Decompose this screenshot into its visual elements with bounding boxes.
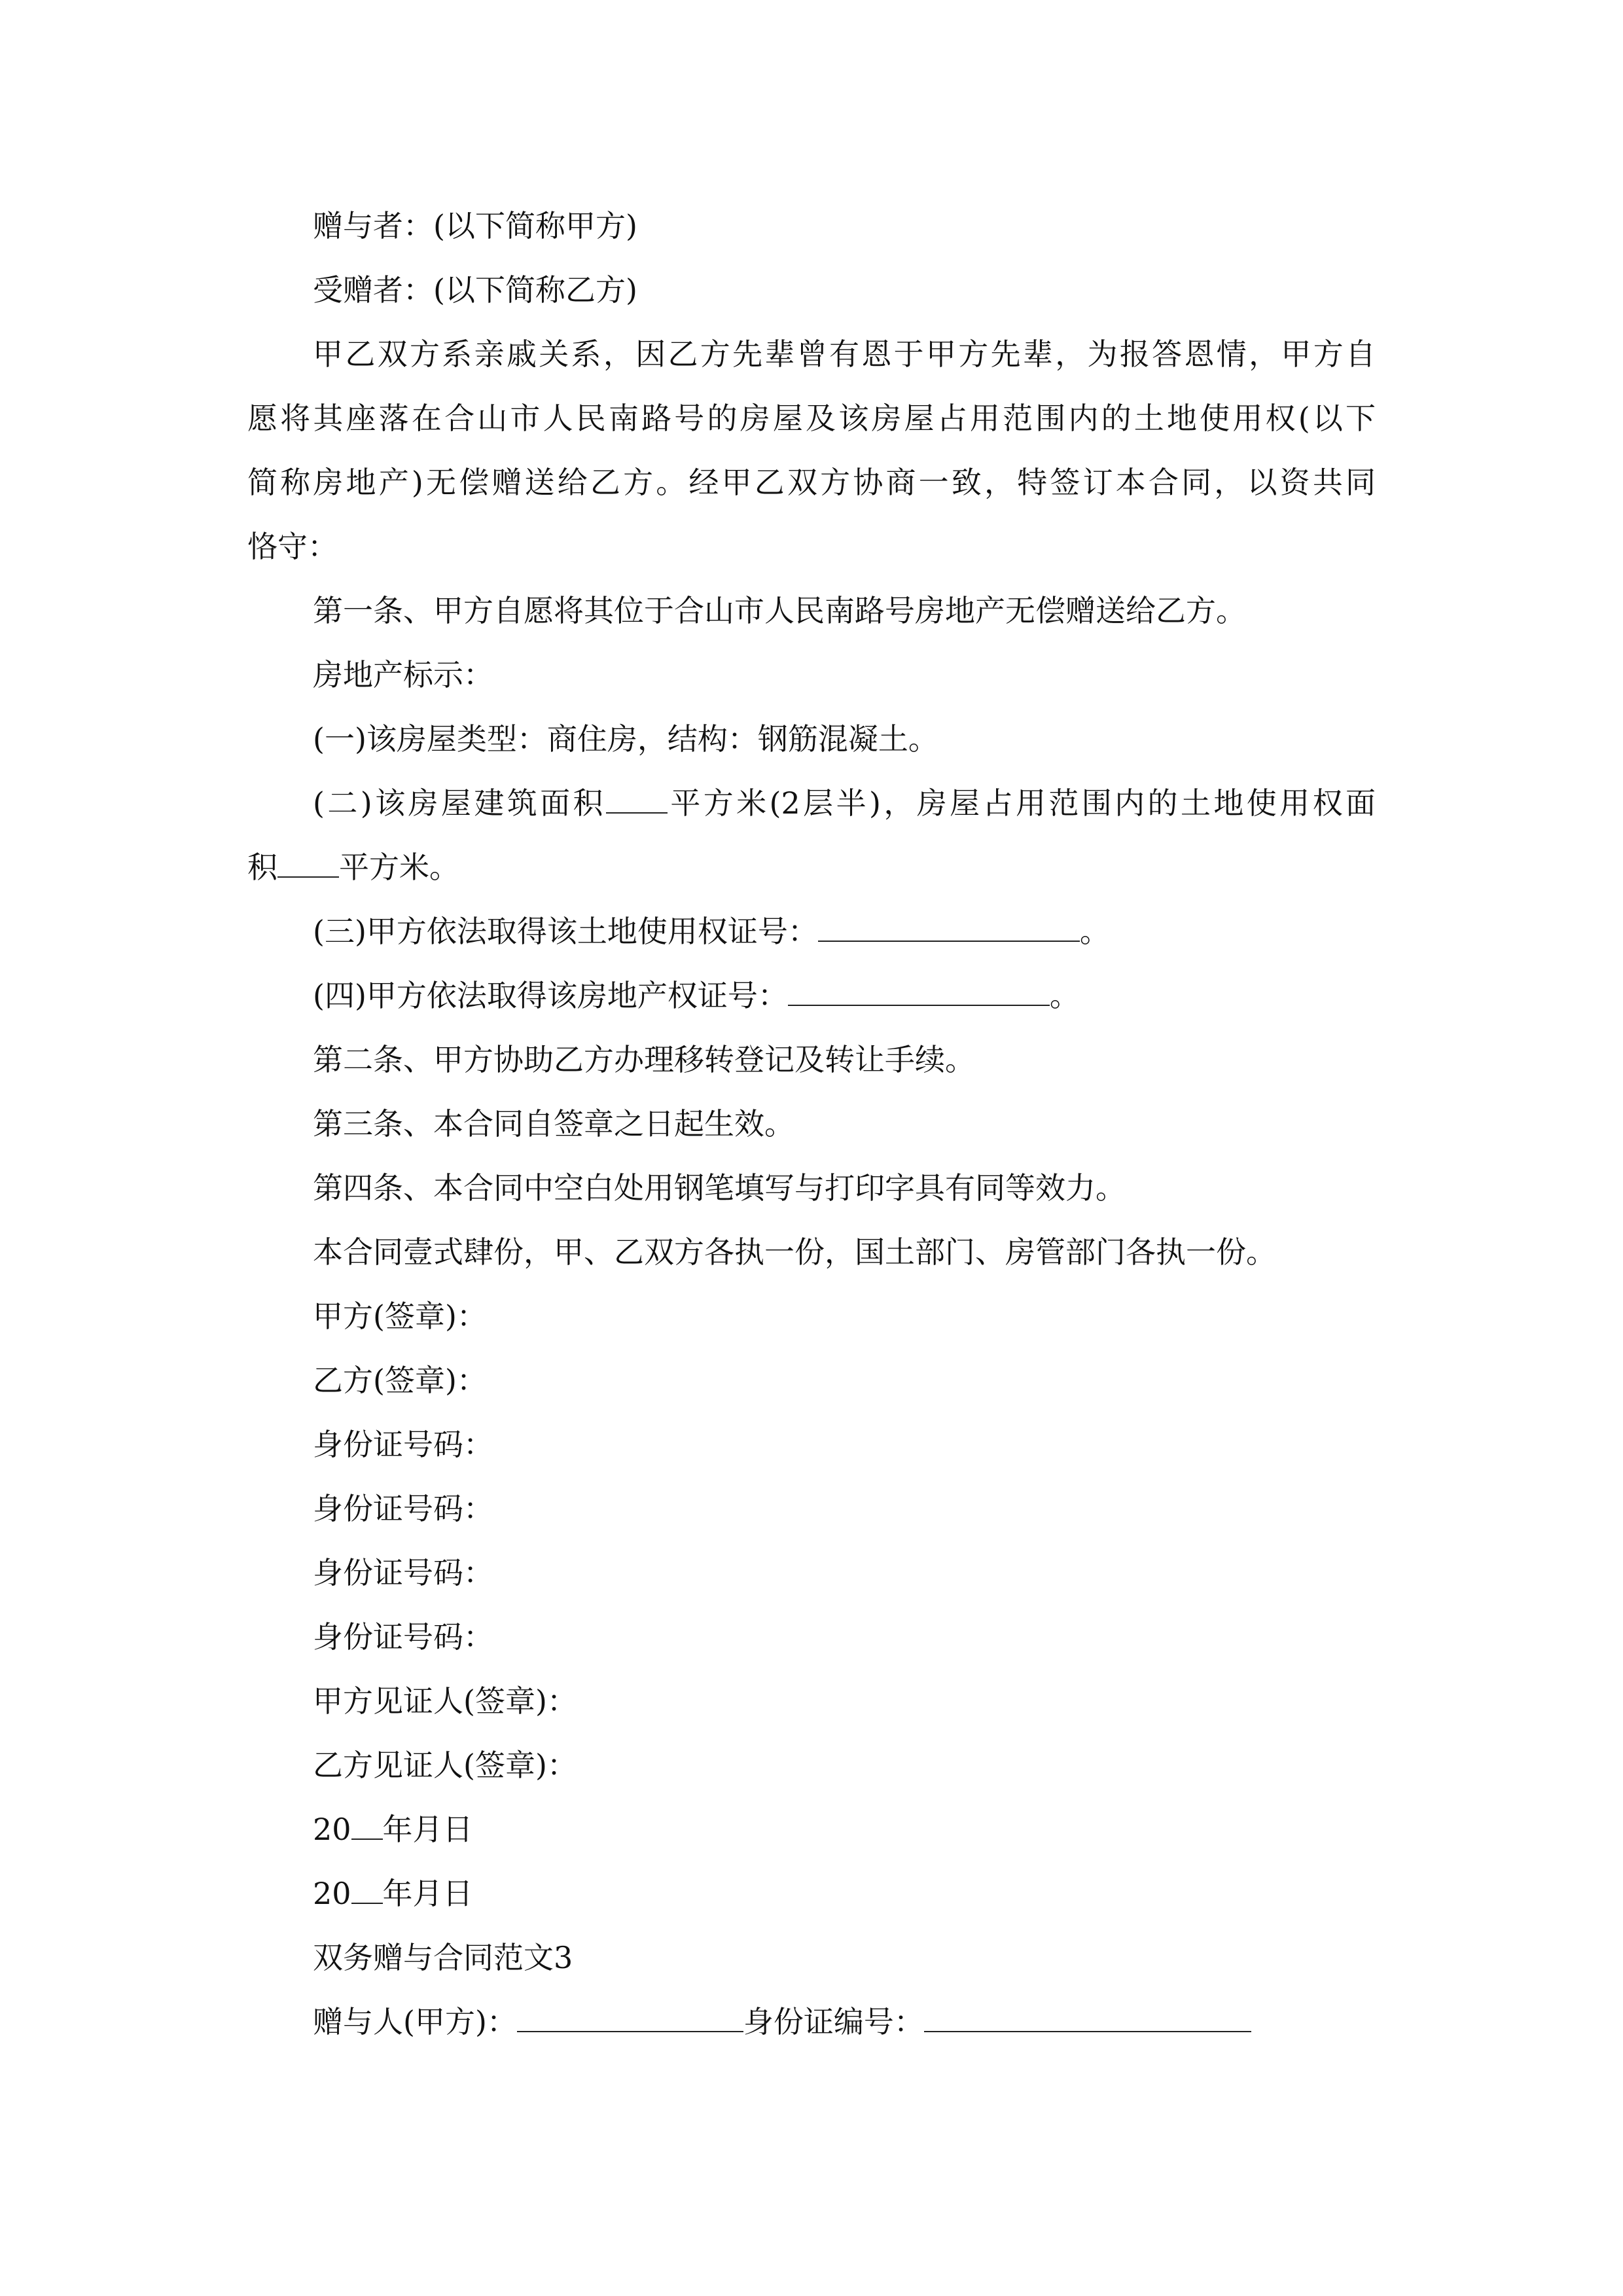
witness-a-signature: 甲方见证人(签章)： [313,1683,577,1719]
property-item-4 [313,980,1080,1011]
item-2-text-d: 平方米。 [339,850,459,885]
property-item-3 [313,914,1110,949]
donor-name-blank [517,2007,743,2032]
year-blank [351,1815,383,1840]
item-3-text: (三)甲方依法取得该土地使用权证号： [313,914,818,949]
intro-line-2: 愿将其座落在合山市人民南路号的房屋及该房屋占用范围内的土地使用权(以下 [247,401,1376,436]
item-2-text-a: (二)该房屋建筑面积 [313,785,606,821]
item-4-period: 。 [1049,978,1080,1013]
intro-line-1: 甲乙双方系亲戚关系，因乙方先辈曾有恩于甲方先辈，为报答恩情，甲方自 [313,336,1376,372]
date-prefix: 20 [313,1876,351,1911]
witness-b-signature: 乙方见证人(签章)： [313,1748,577,1783]
recipient-line: 受赠者：(以下简称乙方) [313,272,637,308]
intro-line-4: 恪守： [247,529,338,564]
party-b-signature: 乙方(签章)： [313,1363,487,1398]
id-number-blank [924,2007,1251,2032]
property-item-1: (一)该房屋类型：商住房，结构：钢筋混凝土。 [313,721,938,757]
date-suffix: 年月日 [382,1876,473,1911]
party-a-signature: 甲方(签章)： [313,1299,487,1334]
date-line-1 [313,1812,473,1847]
donor-line: 赠与者：(以下简称甲方) [313,208,637,243]
land-area-blank [277,853,339,878]
copies-clause: 本合同壹式肆份，甲、乙双方各执一份，国土部门、房管部门各执一份。 [313,1234,1276,1270]
section-3-donor-line [313,2004,1251,2039]
article-3: 第三条、本合同自签章之日起生效。 [313,1106,794,1141]
date-suffix: 年月日 [382,1812,473,1847]
section-3-title: 双务赠与合同范文3 [313,1940,573,1975]
article-1: 第一条、甲方自愿将其位于合山市人民南路号房地产无偿赠送给乙方。 [313,593,1246,628]
property-item-2 [313,785,1376,821]
building-area-blank [606,789,668,814]
item-4-text: (四)甲方依法取得该房地产权证号： [313,978,788,1013]
date-line-2 [313,1878,473,1909]
id-number-3: 身份证号码： [313,1555,493,1590]
item-3-period: 。 [1079,914,1110,949]
property-item-2-cont [247,850,459,885]
article-2: 第二条、甲方协助乙方办理移转登记及转让手续。 [313,1042,975,1077]
intro-line-3: 简称房地产)无偿赠送给乙方。经甲乙双方协商一致，特签订本合同，以资共同 [247,465,1376,500]
item-2-text-c: 积 [247,850,277,885]
property-heading: 房地产标示： [313,657,493,692]
article-4: 第四条、本合同中空白处用钢笔填写与打印字具有同等效力。 [313,1170,1126,1206]
id-number-4: 身份证号码： [313,1619,493,1655]
item-2-text-b: 平方米(2层半)，房屋占用范围内的土地使用权面 [667,785,1376,821]
year-blank [351,1879,383,1904]
id-number-2: 身份证号码： [313,1491,493,1526]
id-number-1: 身份证号码： [313,1427,493,1462]
donor-label: 赠与人(甲方)： [313,2004,517,2039]
date-prefix: 20 [313,1812,351,1847]
property-cert-blank [788,981,1050,1006]
land-cert-blank [818,917,1080,942]
id-label: 身份证编号： [743,2004,924,2039]
